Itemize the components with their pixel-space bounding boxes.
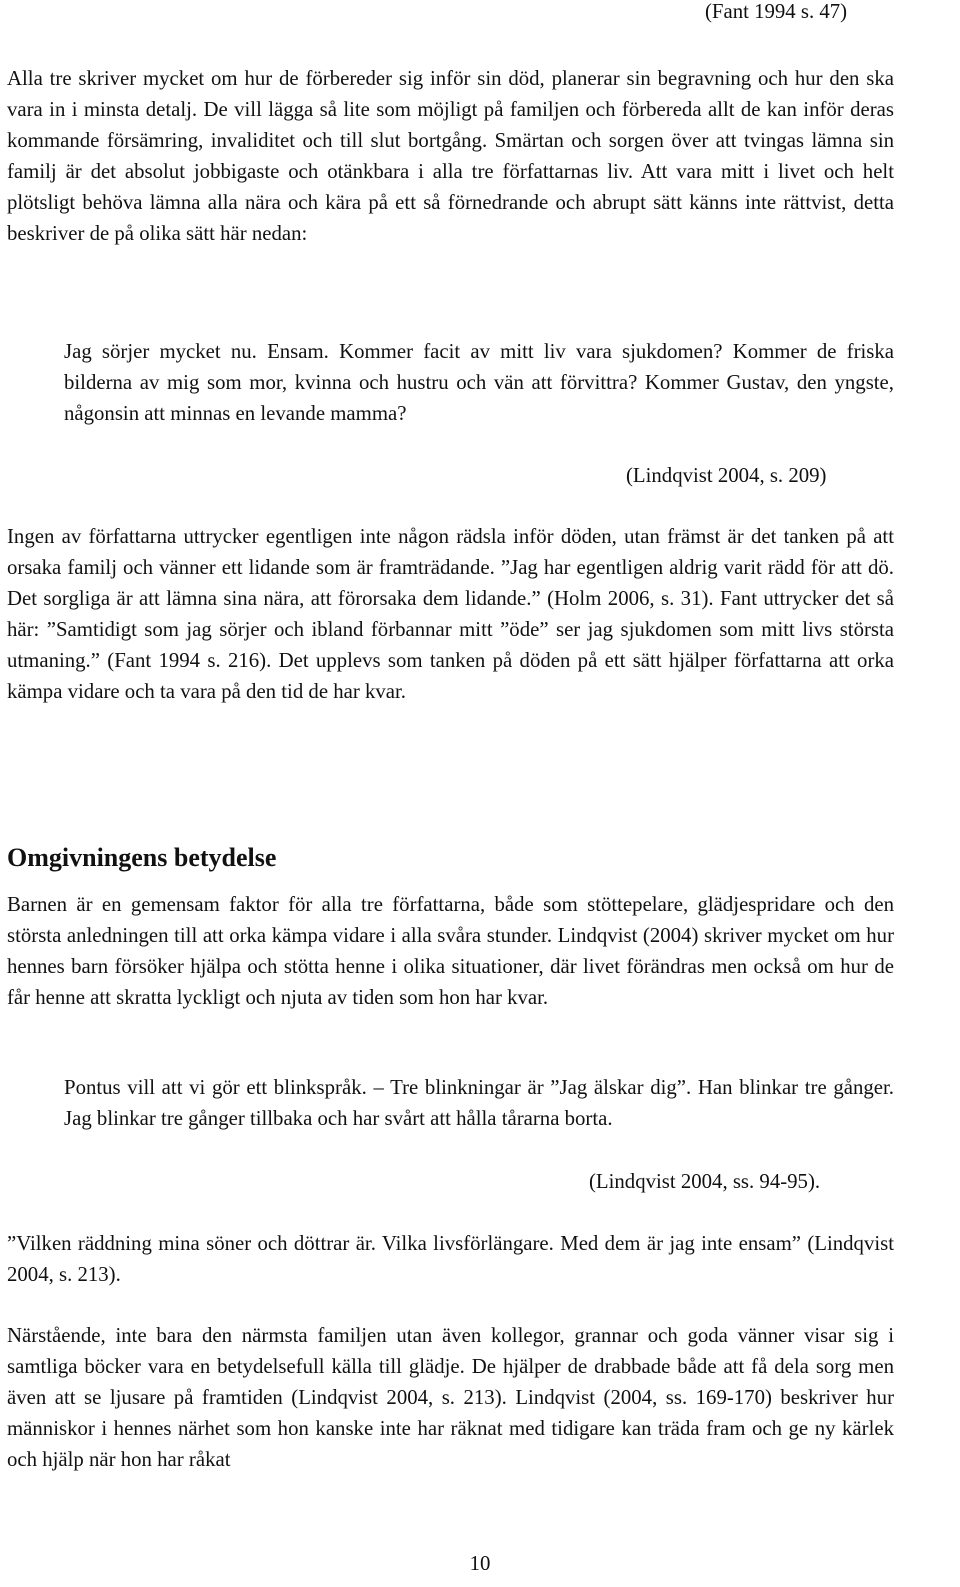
paragraph-sons-daughters-quote: ”Vilken räddning mina söner och döttrar är. Vilka livsförlängare. Med dem är jag inte ensam” (Lindqvist 2004, s. 213). (7, 1232, 894, 1286)
paragraph-fear-of-death: Ingen av författarna uttrycker egentligen inte någon rädsla inför döden, utan främst är det tanken på att orsaka familj och vänner ett lidande som är framträdande. ”Jag har egentligen aldrig varit rädd för att dö. Det sorgliga är att lämna sina nära, att förorsaka dem lidande.” (Holm 2006, s. 31). Fant uttrycker det så här: ”Samtidigt som jag sörjer och ibland förbannar mitt ”öde” ser jag sjukdomen som mitt livs största utmaning.” (Fant 1994 s. 216). Det upplevs som tanken på döden på ett sätt hjälper författarna att orka kämpa vidare och ta vara på den tid de har kvar. (7, 525, 894, 703)
block-quote-lindqvist-209: Jag sörjer mycket nu. Ensam. Kommer facit av mitt liv vara sjukdomen? Kommer de friska bilderna av mig som mor, kvinna och hustru och vän att förvittra? Kommer Gustav, den yngste, någonsin att minnas en levande mamma? (64, 340, 894, 425)
page-number: 10 (469, 1552, 491, 1575)
section-heading: Omgivningens betydelse (7, 843, 277, 872)
quote-citation-lindqvist-94: (Lindqvist 2004, ss. 94-95). (589, 1170, 821, 1193)
paragraph-death-preparation: Alla tre skriver mycket om hur de förbereder sig inför sin död, planerar sin begravning och hur den ska vara in i minsta detalj. De vill lägga så lite som möjligt på familjen och förbereda allt de kan inför deras kommande försämring, invaliditet och till slut bortgång. Smärtan och sorgen över att tvingas lämna sin familj är det absolut jobbigaste och otänkbara i alla tre författarnas liv. Att vara mitt i livet och helt plötsligt behöva lämna alla nära och kära på ett så förnedrande och abrupt sätt känns inte rättvist, detta beskriver de på olika sätt här nedan: (7, 67, 894, 245)
quote-citation-lindqvist-209: (Lindqvist 2004, s. 209) (626, 464, 827, 487)
top-citation: (Fant 1994 s. 47) (705, 0, 848, 23)
paragraph-children: Barnen är en gemensam faktor för alla tre författarna, både som stöttepelare, glädjespridare och den största anledningen till att orka kämpa vidare i alla svåra stunder. Lindqvist (2004) skriver mycket om hur hennes barn försöker hjälpa och stötta henne i olika situationer, där livet förändras men också om hur de får henne att skratta lyckligt och njuta av tiden som hon har kvar. (7, 893, 894, 1009)
paragraph-relatives: Närstående, inte bara den närmsta familjen utan även kollegor, grannar och goda vänner visar sig i samtliga böcker vara en betydelsefull källa till glädje. De hjälper de drabbade både att få dela sorg men även att se ljusare på framtiden (Lindqvist 2004, s. 213). Lindqvist (2004, ss. 169-170) beskriver hur människor i hennes närhet som hon kanske inte har räknat med tidigare kan träda fram och ge ny kärlek och hjälp när hon har råkat (7, 1324, 894, 1471)
block-quote-lindqvist-94: Pontus vill att vi gör ett blinkspråk. – Tre blinkningar är ”Jag älskar dig”. Han blinkar tre gånger. Jag blinkar tre gånger tillbaka och har svårt att hålla tårarna borta. (64, 1076, 894, 1130)
